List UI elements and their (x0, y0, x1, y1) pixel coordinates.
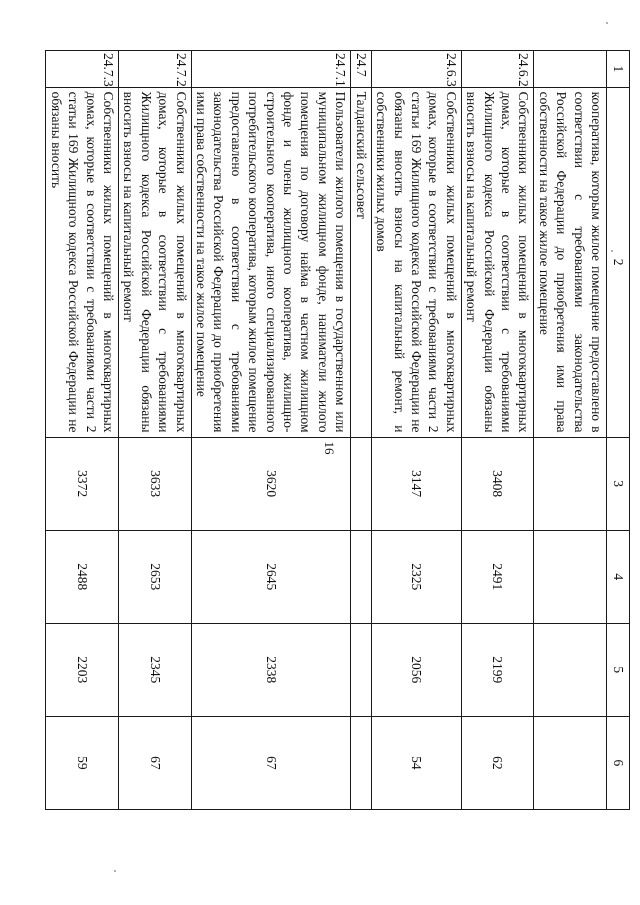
table-row (191, 51, 351, 810)
row-code: 24.7 (351, 51, 371, 88)
scan-speck (114, 870, 116, 872)
value-col-5: 2345 (119, 623, 192, 716)
value-col-5: 2203 (46, 623, 119, 716)
row-code: 24.7.3 (46, 51, 119, 88)
row-description: Талданский сельсовет (351, 87, 371, 437)
value-col-3: 3633 (119, 437, 192, 530)
value-col-4: 2325 (371, 530, 461, 623)
column-header: 6 (607, 716, 630, 809)
row-code: 24.7.1 (191, 51, 351, 88)
column-header: 3 (607, 437, 630, 530)
value-col-6: 62 (461, 716, 534, 809)
value-col-6 (534, 716, 607, 809)
row-description: Собственники жилых помещений в многоквартирных домах, которые в соответствии с требованиями Жилищного кодекса Российской Федерации обязаны вносить взносы на капитальный ремонт (119, 87, 192, 437)
row-description: кооператива, которым жилое помещение предоставлено в соответствии с требованиями законодательства Российской Федерации до приобретения ими права собственности на такое жилое помещение (534, 87, 607, 437)
value-col-5: 2338 (191, 623, 351, 716)
value-col-3: 3620 (191, 437, 351, 530)
row-description: Пользователи жилого помещения в государственном или муниципальном жилищном фонде, наниматели жилого помещения по договору найма в частном жилищном фонде и члены жилищного кооператива, жилищно-строительного кооператива, иного специализированного потребительского кооператива, которым жилое помещение предоставлено в соответствии с требованиями законодательства Российской Федерации до приобретения ими права собственности на такое жилое помещение (191, 87, 351, 437)
column-header: 5 (607, 623, 630, 716)
value-col-5: 2056 (371, 623, 461, 716)
value-col-6: 67 (191, 716, 351, 809)
table-row (371, 51, 461, 810)
value-col-5 (534, 623, 607, 716)
header-row (607, 51, 630, 810)
value-col-4 (351, 530, 371, 623)
value-col-3: 3372 (46, 437, 119, 530)
value-col-6: 59 (46, 716, 119, 809)
column-header: 4 (607, 530, 630, 623)
page-number: 16 (322, 441, 337, 455)
column-header: 2 (607, 87, 630, 437)
table-row (351, 51, 371, 810)
value-col-3 (534, 437, 607, 530)
scan-speck (611, 250, 613, 252)
table-row (534, 51, 607, 810)
table-row (461, 51, 534, 810)
value-col-5: 2199 (461, 623, 534, 716)
row-code: 24.7.2 (119, 51, 192, 88)
tariff-table (45, 50, 630, 810)
table-row (46, 51, 119, 810)
value-col-4 (534, 530, 607, 623)
value-col-4: 2653 (119, 530, 192, 623)
value-col-4: 2488 (46, 530, 119, 623)
row-description: Собственники жилых помещений в многоквартирных домах, которые в соответствии с требованиями части 2 статьи 169 Жилищного кодекса Российской Федерации не обязаны вносить (46, 87, 119, 437)
column-header: 1 (607, 51, 630, 88)
value-col-3: 3408 (461, 437, 534, 530)
value-col-4: 2645 (191, 530, 351, 623)
value-col-4: 2491 (461, 530, 534, 623)
value-col-6 (351, 716, 371, 809)
table-row (119, 51, 192, 810)
value-col-3 (351, 437, 371, 530)
scan-speck (606, 22, 608, 24)
value-col-6: 54 (371, 716, 461, 809)
row-code: 24.6.2 (461, 51, 534, 88)
row-code: 24.6.3 (371, 51, 461, 88)
value-col-3: 3147 (371, 437, 461, 530)
value-col-5 (351, 623, 371, 716)
row-code (534, 51, 607, 88)
rotated-table-page (48, 50, 630, 810)
row-description: Собственники жилых помещений в многоквартирных домах, которые в соответствии с требованиями части 2 статьи 169 Жилищного кодекса Российской Федерации не обязаны вносить взносы на капитальный ремонт, и собственники жилых домов (371, 87, 461, 437)
row-description: Собственники жилых помещений в многоквартирных домах, которые в соответствии с требованиями Жилищного кодекса Российской Федерации обязаны вносить взносы на капитальный ремонт (461, 87, 534, 437)
value-col-6: 67 (119, 716, 192, 809)
